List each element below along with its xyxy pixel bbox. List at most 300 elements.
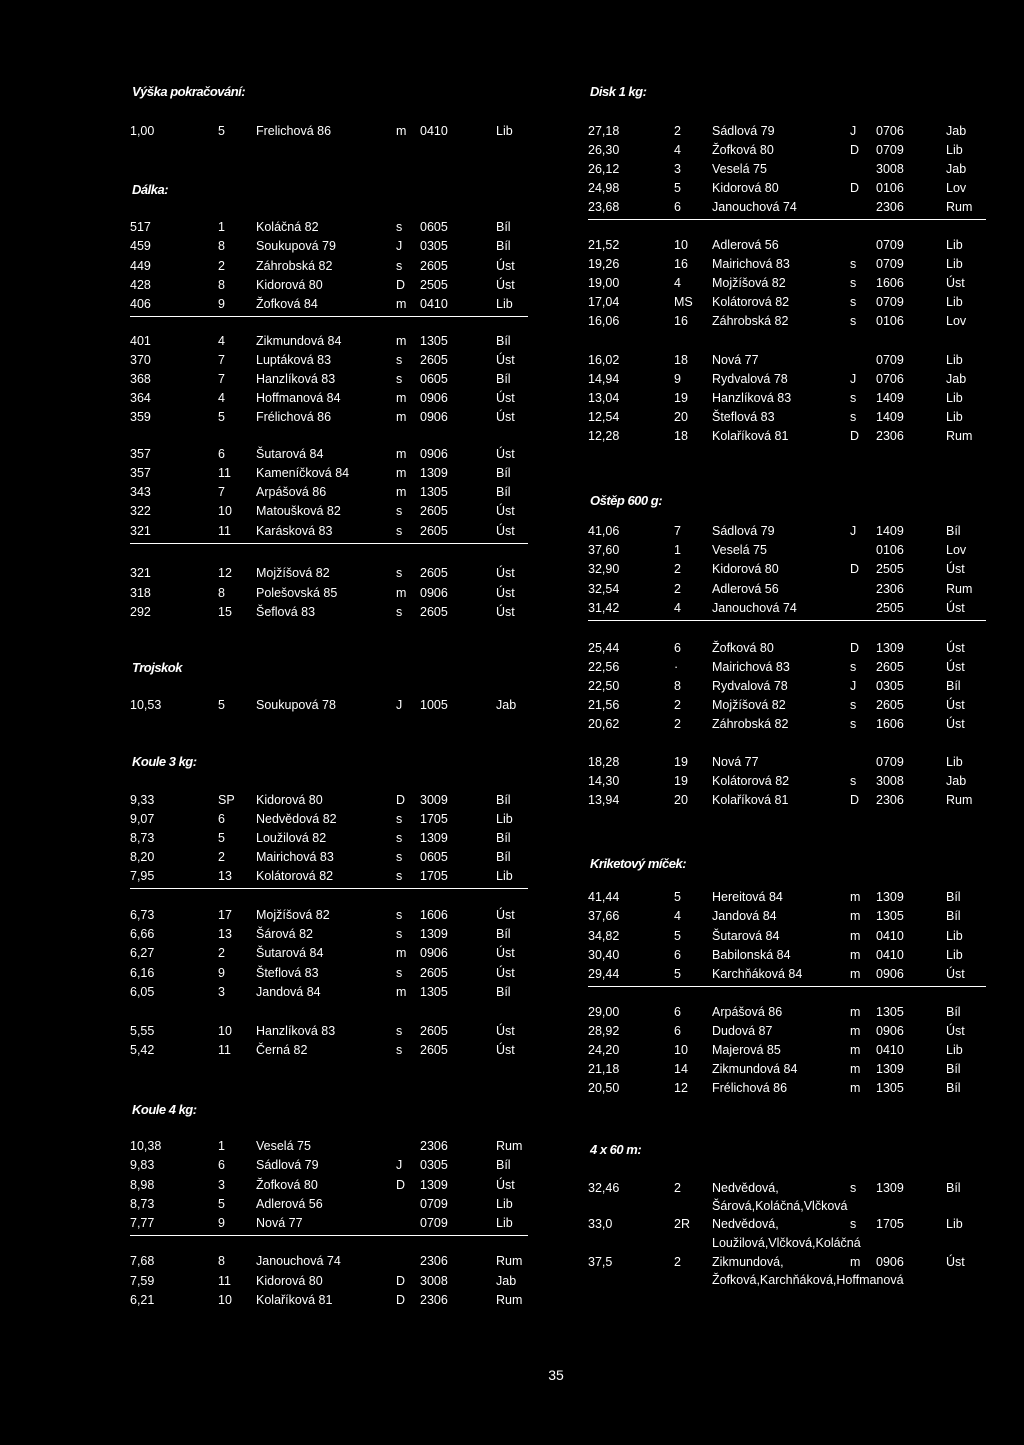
cell-place: Úst: [496, 447, 515, 461]
cell-result: 28,92: [588, 1024, 620, 1038]
cell-place: Bíl: [946, 890, 961, 904]
cell-athlete: Mojžíšová 82: [712, 698, 786, 712]
cell-athlete: Hanzlíková 83: [256, 1024, 336, 1038]
cell-athlete: Frélichová 86: [256, 410, 332, 424]
heading-kriketovy-micek: Kriketový míček:: [590, 856, 687, 871]
cell-category: s: [850, 295, 857, 309]
cell-category: m: [396, 985, 407, 999]
cell-place: Úst: [496, 1024, 515, 1038]
cell-date: 0605: [420, 850, 448, 864]
result-row: [588, 295, 986, 314]
cell-result: 21,56: [588, 698, 620, 712]
cell-place: Úst: [496, 946, 515, 960]
cell-athlete: Nová 77: [256, 1216, 303, 1230]
cell-place: Rum: [496, 1293, 523, 1307]
cell-category: m: [850, 1255, 861, 1269]
result-row: [130, 831, 528, 850]
cell-category: s: [396, 1043, 403, 1057]
cell-result: 321: [130, 566, 151, 580]
cell-position: 10: [218, 1024, 232, 1038]
cell-position: MS: [674, 295, 693, 309]
cell-athlete: Nová 77: [712, 755, 759, 769]
page-number: 35: [548, 1367, 564, 1383]
result-row: [130, 1043, 528, 1062]
cell-date: 0906: [876, 967, 904, 981]
result-row: [588, 717, 986, 736]
cell-category: s: [850, 717, 857, 731]
cell-category: m: [850, 967, 861, 981]
cell-athlete: Loužilová 82: [256, 831, 327, 845]
cell-position: 18: [674, 353, 688, 367]
cell-result: 14,94: [588, 372, 620, 386]
heading-stafeta-4x60: 4 x 60 m:: [590, 1142, 642, 1157]
cell-athlete: Karásková 83: [256, 524, 333, 538]
cell-place: Bíl: [496, 485, 511, 499]
cell-date: 3008: [876, 162, 904, 176]
cell-date: 1305: [876, 1081, 904, 1095]
cell-category: s: [396, 927, 403, 941]
result-row: [588, 200, 986, 220]
heading-vyska-pokracovani: Výška pokračování:: [132, 84, 246, 99]
cell-position: 2: [218, 946, 225, 960]
cell-athlete: Kidorová 80: [256, 278, 323, 292]
cell-place: Úst: [496, 566, 515, 580]
cell-date: 0906: [876, 1255, 904, 1269]
result-row: [130, 1178, 528, 1197]
cell-date: 0410: [876, 948, 904, 962]
cell-place: Lib: [496, 812, 513, 826]
cell-result: 1,00: [130, 124, 155, 138]
cell-date: 2605: [420, 966, 448, 980]
cell-place: Úst: [496, 259, 515, 273]
cell-result: 25,44: [588, 641, 620, 655]
cell-place: Lib: [946, 143, 963, 157]
cell-category: s: [850, 774, 857, 788]
cell-result: 6,66: [130, 927, 155, 941]
cell-date: 1309: [420, 831, 448, 845]
cell-position: 20: [674, 410, 688, 424]
cell-result: 41,06: [588, 524, 620, 538]
result-row: [130, 966, 528, 985]
cell-athlete: Rydvalová 78: [712, 679, 788, 693]
cell-position: 11: [218, 466, 231, 480]
cell-athlete: Kidorová 80: [712, 181, 779, 195]
cell-athlete: Mojžíšová 82: [256, 908, 330, 922]
cell-category: J: [396, 239, 403, 253]
cell-position: 3: [218, 1178, 225, 1192]
cell-place: Úst: [946, 1024, 965, 1038]
result-row: [130, 1158, 528, 1177]
cell-category: m: [850, 1062, 861, 1076]
cell-place: Rum: [496, 1139, 523, 1153]
cell-result: 27,18: [588, 124, 620, 138]
cell-position: 19: [674, 774, 688, 788]
cell-position: 19: [674, 391, 688, 405]
cell-date: 0906: [420, 946, 448, 960]
result-row: [588, 1081, 986, 1100]
cell-place: Rum: [946, 429, 973, 443]
cell-category: s: [850, 1217, 857, 1231]
cell-date: 0709: [420, 1197, 448, 1211]
cell-position: 9: [218, 1216, 225, 1230]
cell-result: 21,18: [588, 1062, 620, 1076]
heading-disk-1kg: Disk 1 kg:: [590, 84, 647, 99]
cell-date: 2306: [876, 793, 904, 807]
cell-result: 37,66: [588, 909, 620, 923]
cell-place: Úst: [496, 1043, 515, 1057]
cell-result: 343: [130, 485, 151, 499]
cell-result: 17,04: [588, 295, 620, 309]
cell-position: 11: [218, 1274, 231, 1288]
cell-athlete: Kidorová 80: [256, 793, 323, 807]
cell-category: s: [396, 372, 403, 386]
cell-athlete: Šeflová 83: [256, 605, 316, 619]
cell-result: 32,54: [588, 582, 620, 596]
cell-date: 0706: [876, 372, 904, 386]
cell-date: 0906: [420, 410, 448, 424]
cell-category: s: [396, 850, 403, 864]
cell-date: 2605: [420, 524, 448, 538]
cell-result: 26,30: [588, 143, 620, 157]
result-row: [588, 1043, 986, 1062]
cell-result: 37,60: [588, 543, 620, 557]
result-row: [588, 524, 986, 543]
cell-category: J: [396, 1158, 403, 1172]
cell-place: Bíl: [496, 793, 511, 807]
result-row: [588, 1199, 986, 1217]
cell-position: 5: [674, 181, 681, 195]
cell-date: 2605: [420, 259, 448, 273]
cell-athlete: Nedvědová,: [712, 1181, 779, 1195]
result-row: [588, 774, 986, 793]
cell-place: Lib: [496, 1197, 513, 1211]
cell-result: 9,83: [130, 1158, 155, 1172]
cell-place: Úst: [496, 524, 515, 538]
cell-date: 0605: [420, 220, 448, 234]
cell-position: 7: [218, 372, 225, 386]
cell-place: Úst: [946, 967, 965, 981]
cell-result: 31,42: [588, 601, 620, 615]
cell-result: 7,68: [130, 1254, 155, 1268]
cell-category: m: [396, 410, 407, 424]
cell-athlete: Záhrobská 82: [712, 717, 789, 731]
result-row: [588, 238, 986, 257]
cell-position: 10: [218, 1293, 232, 1307]
cell-athlete: Kidorová 80: [256, 1274, 323, 1288]
cell-position: 5: [218, 410, 225, 424]
cell-place: Bíl: [946, 1081, 961, 1095]
cell-result: 23,68: [588, 200, 620, 214]
cell-date: 2605: [420, 566, 448, 580]
cell-category: D: [850, 641, 860, 655]
cell-athlete: Kolátorová 82: [256, 869, 334, 883]
cell-athlete: Nedvědová,: [712, 1217, 779, 1231]
cell-position: 5: [674, 890, 681, 904]
cell-athlete: Jandová 84: [256, 985, 321, 999]
cell-athlete: Mairichová 83: [256, 850, 334, 864]
cell-date: 1005: [420, 698, 448, 712]
result-row: [588, 276, 986, 295]
cell-place: Rum: [946, 793, 973, 807]
cell-place: Lov: [946, 314, 967, 328]
cell-place: Lib: [946, 238, 963, 252]
cell-date: 0605: [420, 372, 448, 386]
cell-date: 1606: [876, 717, 904, 731]
cell-athlete: Rydvalová 78: [712, 372, 788, 386]
cell-athlete: Adlerová 56: [712, 238, 779, 252]
cell-result: 22,50: [588, 679, 620, 693]
cell-athlete: Kolátorová 82: [712, 774, 790, 788]
cell-position: 5: [674, 967, 681, 981]
cell-position: 5: [218, 831, 225, 845]
cell-position: 2: [674, 1181, 681, 1195]
cell-athlete: Šutarová 84: [256, 946, 324, 960]
cell-date: 2605: [420, 1024, 448, 1038]
cell-result: 24,20: [588, 1043, 620, 1057]
result-row: [130, 524, 528, 544]
cell-athlete: Sádlová 79: [712, 524, 775, 538]
cell-date: 3008: [876, 774, 904, 788]
cell-place: Rum: [946, 200, 973, 214]
cell-date: 0709: [420, 1216, 448, 1230]
cell-category: m: [850, 909, 861, 923]
cell-date: 0906: [420, 391, 448, 405]
cell-athlete: Záhrobská 82: [256, 259, 333, 273]
cell-position: 3: [674, 162, 681, 176]
cell-place: Bíl: [946, 909, 961, 923]
cell-date: 1309: [876, 890, 904, 904]
cell-category: m: [850, 1024, 861, 1038]
cell-place: Úst: [496, 908, 515, 922]
cell-position: 2: [674, 1255, 681, 1269]
cell-result: 10,38: [130, 1139, 162, 1153]
cell-place: Lov: [946, 543, 967, 557]
cell-position: 5: [218, 124, 225, 138]
cell-category: s: [850, 698, 857, 712]
cell-result: 19,26: [588, 257, 620, 271]
cell-result: 29,00: [588, 1005, 620, 1019]
cell-result: 357: [130, 466, 151, 480]
cell-athlete: Polešovská 85: [256, 586, 338, 600]
cell-date: 0305: [876, 679, 904, 693]
cell-category: D: [850, 429, 860, 443]
cell-result: 9,07: [130, 812, 155, 826]
cell-place: Úst: [946, 562, 965, 576]
cell-position: 4: [674, 601, 681, 615]
cell-position: 20: [674, 793, 688, 807]
cell-place: Bíl: [496, 985, 511, 999]
cell-place: Úst: [496, 966, 515, 980]
result-row: [588, 948, 986, 967]
cell-place: Lib: [496, 1216, 513, 1230]
cell-position: SP: [218, 793, 235, 807]
result-row: [588, 372, 986, 391]
cell-date: 2306: [876, 200, 904, 214]
result-row: [130, 1216, 528, 1236]
result-row: [130, 793, 528, 812]
cell-date: 0305: [420, 239, 448, 253]
cell-result: 19,00: [588, 276, 620, 290]
cell-place: Rum: [496, 1254, 523, 1268]
cell-place: Bíl: [496, 1158, 511, 1172]
cell-category: D: [396, 1293, 406, 1307]
cell-place: Rum: [946, 582, 973, 596]
cell-position: 2: [674, 698, 681, 712]
cell-result: 8,73: [130, 1197, 155, 1211]
result-row: [130, 353, 528, 372]
cell-athlete: Hanzlíková 83: [256, 372, 336, 386]
result-row: [130, 869, 528, 889]
cell-category: m: [396, 946, 407, 960]
cell-category: s: [850, 257, 857, 271]
cell-place: Bíl: [496, 831, 511, 845]
result-row: [130, 259, 528, 278]
cell-position: 6: [218, 812, 225, 826]
cell-position: 6: [674, 200, 681, 214]
cell-position: 5: [218, 1197, 225, 1211]
cell-category: s: [396, 353, 403, 367]
cell-date: 1309: [420, 1178, 448, 1192]
cell-category: s: [396, 220, 403, 234]
heading-dalka: Dálka:: [132, 182, 169, 197]
result-row: [130, 566, 528, 585]
cell-date: 1705: [420, 812, 448, 826]
cell-athlete: Veselá 75: [256, 1139, 311, 1153]
result-row: [588, 679, 986, 698]
result-row: [588, 793, 986, 812]
cell-athlete: Šutarová 84: [256, 447, 324, 461]
result-row: [588, 143, 986, 162]
result-row: [130, 698, 528, 717]
cell-athlete: Sádlová 79: [256, 1158, 319, 1172]
cell-position: 11: [218, 524, 231, 538]
cell-position: 15: [218, 605, 232, 619]
cell-position: 2: [674, 124, 681, 138]
cell-athlete: Janouchová 74: [256, 1254, 341, 1268]
result-row: [130, 466, 528, 485]
result-row: [130, 1197, 528, 1216]
cell-place: Jab: [946, 372, 967, 386]
cell-place: Lib: [946, 948, 963, 962]
cell-result: 6,16: [130, 966, 155, 980]
cell-position: 8: [218, 586, 225, 600]
cell-date: 2605: [420, 1043, 448, 1057]
result-row: [130, 1139, 528, 1158]
cell-position: 4: [674, 909, 681, 923]
cell-date: 0706: [876, 124, 904, 138]
cell-category: m: [396, 391, 407, 405]
result-row: [130, 1293, 528, 1312]
cell-result: 33,0: [588, 1217, 613, 1231]
cell-athlete: Šutarová 84: [712, 929, 780, 943]
result-row: [130, 812, 528, 831]
result-row: [588, 755, 986, 774]
result-row: [130, 586, 528, 605]
result-row: [588, 909, 986, 928]
cell-result: 8,73: [130, 831, 155, 845]
cell-date: 0709: [876, 143, 904, 157]
cell-date: 2306: [876, 429, 904, 443]
cell-place: Úst: [496, 586, 515, 600]
cell-date: 3008: [420, 1274, 448, 1288]
cell-athlete: Adlerová 56: [712, 582, 779, 596]
result-row: [130, 927, 528, 946]
cell-date: 1409: [876, 524, 904, 538]
cell-athlete: Žofková 80: [712, 641, 774, 655]
cell-result: 12,54: [588, 410, 620, 424]
cell-position: 13: [218, 927, 232, 941]
cell-athlete: Kolaříková 81: [712, 793, 789, 807]
cell-result: 13,04: [588, 391, 620, 405]
cell-place: Jab: [496, 1274, 517, 1288]
cell-place: Bíl: [496, 239, 511, 253]
result-row: [588, 967, 986, 987]
cell-position: 6: [674, 1005, 681, 1019]
cell-result: 318: [130, 586, 151, 600]
cell-place: Jab: [496, 698, 517, 712]
cell-date: 0410: [420, 124, 448, 138]
cell-category: s: [396, 812, 403, 826]
cell-position: 6: [674, 641, 681, 655]
cell-date: 0410: [420, 297, 448, 311]
cell-category: J: [850, 124, 857, 138]
cell-date: 2505: [420, 278, 448, 292]
cell-athlete: Černá 82: [256, 1043, 308, 1057]
cell-place: Lib: [496, 124, 513, 138]
cell-result: 14,30: [588, 774, 620, 788]
cell-position: 6: [218, 447, 225, 461]
cell-date: 0709: [876, 755, 904, 769]
result-row: [588, 601, 986, 621]
cell-date: 1705: [876, 1217, 904, 1231]
result-row: [130, 124, 528, 143]
heading-trojskok: Trojskok: [132, 660, 182, 675]
cell-position: 8: [674, 679, 681, 693]
cell-position: 2R: [674, 1217, 690, 1231]
cell-athlete: Sádlová 79: [712, 124, 775, 138]
cell-position: 9: [218, 297, 225, 311]
result-row: [588, 1273, 986, 1291]
cell-place: Bíl: [946, 1005, 961, 1019]
cell-category: m: [396, 297, 407, 311]
cell-place: Úst: [496, 605, 515, 619]
cell-category: D: [396, 278, 406, 292]
cell-result: 321: [130, 524, 151, 538]
cell-athlete: Šteflová 83: [256, 966, 319, 980]
cell-category: s: [850, 276, 857, 290]
cell-date: 1606: [876, 276, 904, 290]
cell-athlete: Karchňáková 84: [712, 967, 803, 981]
cell-date: 1606: [420, 908, 448, 922]
cell-athlete: Arpášová 86: [712, 1005, 783, 1019]
result-row: [130, 447, 528, 466]
cell-place: Úst: [946, 1255, 965, 1269]
cell-date: 2306: [420, 1293, 448, 1307]
cell-place: Úst: [496, 278, 515, 292]
result-row: [130, 485, 528, 504]
cell-athlete: Zikmundová,: [712, 1255, 784, 1269]
result-row: [130, 220, 528, 239]
cell-position: 2: [674, 562, 681, 576]
cell-place: Lib: [496, 297, 513, 311]
cell-result: 7,77: [130, 1216, 155, 1230]
cell-athlete: Arpášová 86: [256, 485, 327, 499]
cell-athlete: Mojžíšová 82: [256, 566, 330, 580]
cell-date: 1309: [876, 641, 904, 655]
cell-category: m: [850, 948, 861, 962]
cell-category: s: [396, 966, 403, 980]
result-row: [588, 1236, 986, 1254]
